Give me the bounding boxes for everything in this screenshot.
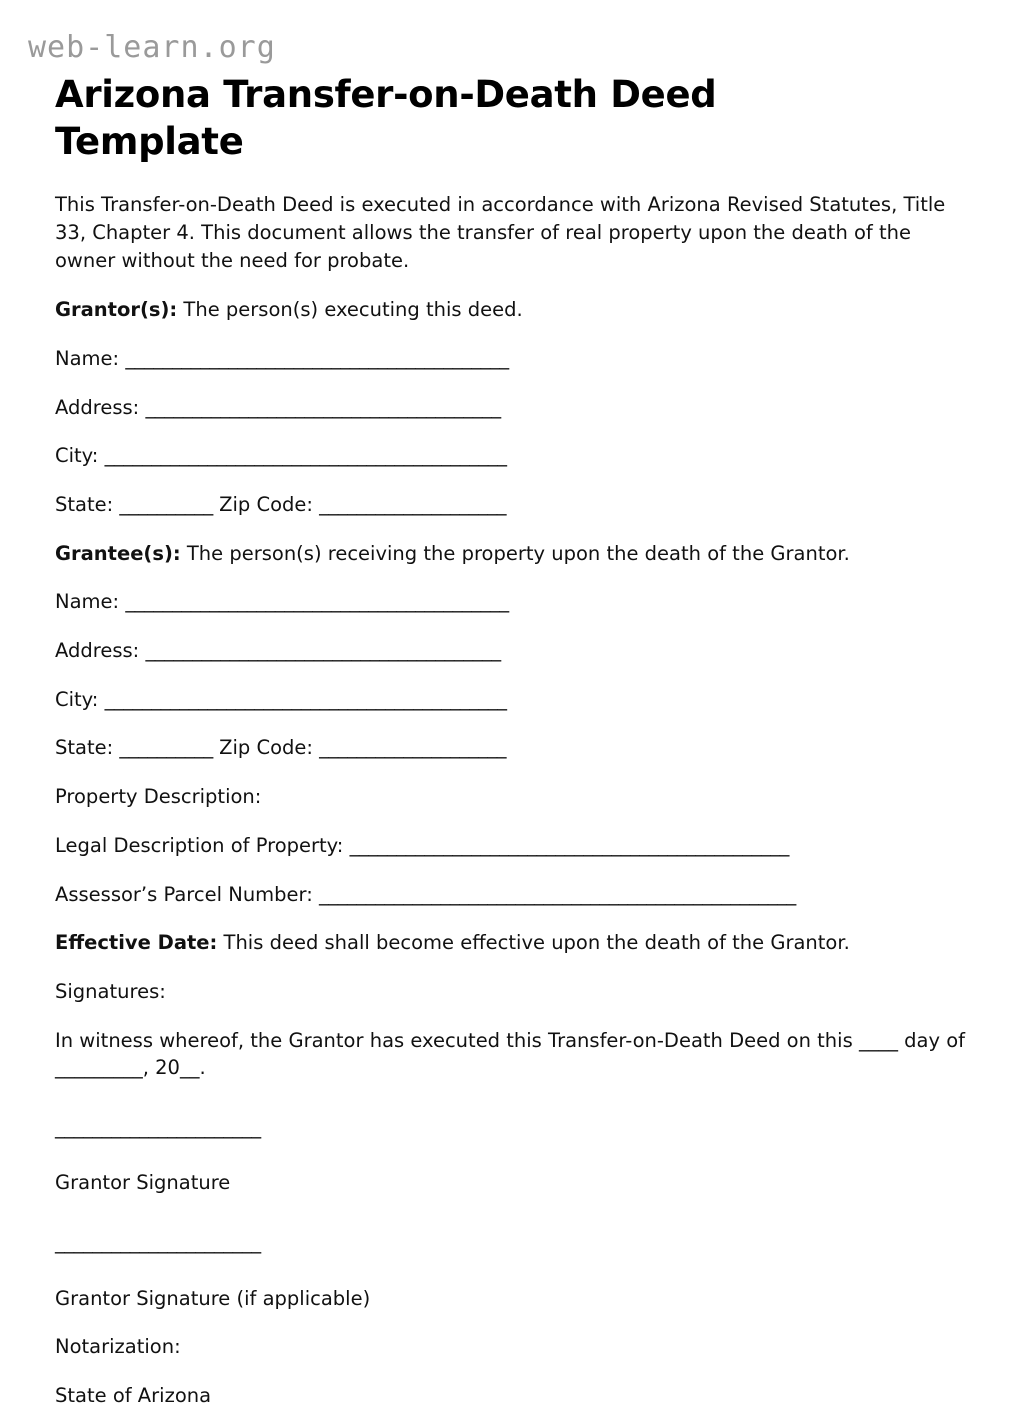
spacer (55, 1312, 973, 1333)
spacer (55, 762, 973, 783)
grantee-name-label: Name: (55, 590, 126, 614)
spacer (55, 811, 973, 832)
grantor-address-field (55, 394, 973, 422)
grantor-signature-rule[interactable]: ______________________ (55, 1115, 261, 1139)
signatures-heading: Signatures: (55, 979, 166, 1003)
grantor-heading-text: The person(s) executing this deed. (177, 298, 523, 322)
legal-description-blank[interactable]: _______________________________________________ (349, 833, 790, 857)
spacer (55, 616, 973, 637)
grantee-zip-label: Zip Code: (212, 736, 320, 760)
grantee-city-field (55, 686, 973, 714)
grantee-name-blank[interactable]: _________________________________________ (125, 590, 509, 614)
grantee-name-field (55, 588, 973, 616)
grantor-name-label: Name: (55, 346, 126, 370)
grantor-name-blank[interactable]: _________________________________________ (125, 346, 509, 370)
spacer (55, 519, 973, 540)
parcel-number-field (55, 881, 973, 909)
grantor-signature-caption-2: Grantor Signature (if applicable) (55, 1286, 371, 1310)
grantor-state-zip-field (55, 491, 973, 519)
grantor-city-field (55, 442, 973, 470)
grantor-address-blank[interactable]: ______________________________________ (145, 395, 501, 419)
page-title: Arizona Transfer-on-Death Deed Template (55, 73, 717, 163)
grantee-heading-label: Grantee(s): (55, 541, 181, 565)
grantee-city-blank[interactable]: ___________________________________________ (104, 687, 507, 711)
spacer (55, 1253, 973, 1285)
spacer (55, 1137, 973, 1169)
grantee-address-blank[interactable]: ______________________________________ (145, 639, 501, 663)
spacer (55, 373, 973, 394)
grantor-city-label: City: (55, 444, 105, 468)
grantor-signature-rule-2[interactable]: ______________________ (55, 1231, 261, 1255)
grantor-state-label: State: (55, 493, 120, 517)
spacer (55, 324, 973, 345)
notarization-state-line: State of Arizona (55, 1384, 212, 1408)
property-description-heading: Property Description: (55, 785, 262, 809)
spacer (55, 713, 973, 734)
parcel-number-blank[interactable]: ___________________________________________________ (319, 882, 796, 906)
spacer (55, 860, 973, 881)
grantor-heading-label: Grantor(s): (55, 298, 178, 322)
grantee-state-zip-field (55, 734, 973, 762)
spacer (55, 1006, 973, 1027)
grantor-signature-caption: Grantor Signature (55, 1171, 231, 1195)
effective-date-line (55, 929, 973, 957)
grantee-address-field (55, 637, 973, 665)
spacer (55, 274, 973, 296)
spacer (55, 665, 973, 686)
grantor-heading (55, 296, 973, 324)
grantee-state-label: State: (55, 736, 120, 760)
grantor-zip-blank[interactable]: ____________________ (319, 493, 507, 517)
legal-description-field (55, 832, 973, 860)
grantor-state-blank[interactable]: __________ (119, 493, 213, 517)
legal-description-label: Legal Description of Property: (55, 833, 350, 857)
effective-date-label: Effective Date: (55, 931, 218, 955)
spacer (55, 165, 973, 191)
spacer (55, 1082, 973, 1118)
effective-date-text: This deed shall become effective upon the death of the Grantor. (217, 931, 850, 955)
grantee-zip-blank[interactable]: ____________________ (319, 736, 507, 760)
grantee-heading (55, 540, 973, 568)
spacer (55, 567, 973, 588)
witness-statement: In witness whereof, the Grantor has executed this Transfer-on-Death Deed on this ____ day of _________, 20__. (55, 1028, 966, 1080)
grantee-city-label: City: (55, 687, 105, 711)
grantor-city-blank[interactable]: ___________________________________________ (104, 444, 507, 468)
spacer (55, 421, 973, 442)
grantor-zip-label: Zip Code: (212, 493, 320, 517)
grantor-address-label: Address: (55, 395, 146, 419)
grantee-state-blank[interactable]: __________ (119, 736, 213, 760)
spacer (55, 908, 973, 929)
grantee-address-label: Address: (55, 639, 146, 663)
notarization-heading: Notarization: (55, 1335, 181, 1359)
spacer (55, 1197, 973, 1233)
spacer (55, 470, 973, 491)
parcel-number-label: Assessor’s Parcel Number: (55, 882, 319, 906)
document-body (55, 72, 973, 1410)
grantee-heading-text: The person(s) receiving the property upon the death of the Grantor. (180, 541, 850, 565)
site-watermark: web-learn.org (28, 30, 276, 65)
spacer (55, 957, 973, 978)
spacer (55, 1361, 973, 1382)
grantor-name-field (55, 345, 973, 373)
intro-paragraph: This Transfer-on-Death Deed is executed in accordance with Arizona Revised Statutes, Title 33, Chapter 4. This document allows the transfer of real property upon the death of the owner without the need for probate. (55, 193, 946, 272)
